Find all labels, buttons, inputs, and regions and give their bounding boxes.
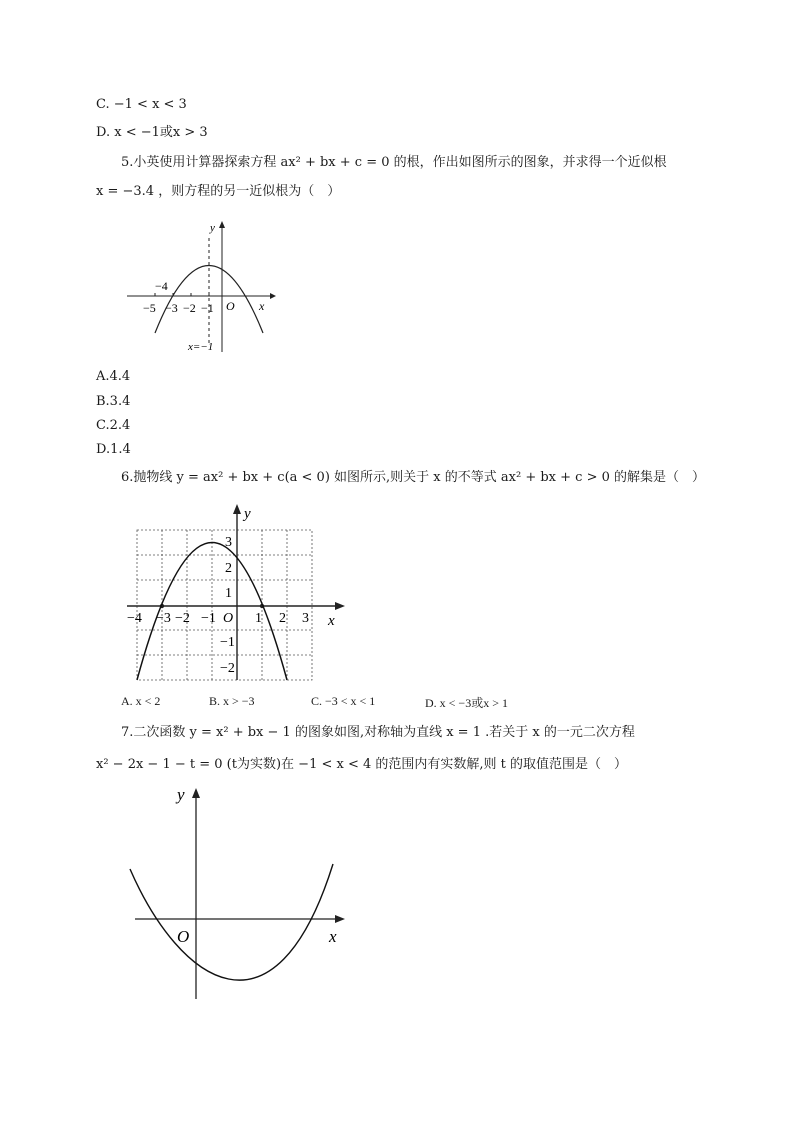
q5-tick-label: −3 [165,301,178,315]
q6-grid-parabola-figure [125,502,355,682]
q5-tick-label: −2 [183,301,196,315]
q6-x-tick-label: −4 [127,611,142,626]
q6-y-label: y [244,506,251,522]
q5-option-d: D.1.4 [96,442,131,457]
q5-tick-label: −1 [201,301,214,315]
q5-option-b: B.3.4 [96,394,131,409]
q6-origin-label: O [223,611,234,626]
q6-y-tick-label: 1 [225,586,232,601]
q5-y-label: y [210,222,215,234]
q6-x-tick-label: 3 [302,611,309,626]
q4-option-d: D. x < −1或x > 3 [96,125,208,140]
q5-tick-label: −5 [143,301,156,315]
q6-x-tick-label: 1 [255,611,262,626]
q4-option-c: C. −1 < x < 3 [96,97,187,112]
q6-x-tick-label: −3 [156,611,171,626]
q6-option-a: A. x < 2 [121,694,161,708]
q5-annotation-minus4: −4 [155,279,168,293]
q6-y-tick-label: −1 [220,635,235,650]
q6-y-tick-label: −2 [220,661,235,676]
q5-option-a: A.4.4 [96,369,131,384]
q6-option-c: C. −3 < x < 1 [311,694,376,708]
q7-stem-line1: 7.二次函数 y = x² + bx − 1 的图象如图,对称轴为直线 x = 1 .若关于 x 的一元二次方程 [121,725,635,740]
q6-x-label: x [328,613,335,629]
q6-x-tick-label: −1 [201,611,216,626]
q6-x-tick-label: −2 [175,611,190,626]
q7-x-label: x [329,927,337,946]
q6-option-b: B. x > −3 [209,694,255,708]
q5-stem-line1: 5.小英使用计算器探索方程 ax² + bx + c = 0 的根，作出如图所示的图象，并求得一个近似根 [121,155,667,170]
q7-y-label: y [177,785,185,804]
q6-y-tick-label: 2 [225,561,232,576]
q5-axis-of-symmetry-label: x=−1 [188,341,214,353]
q6-stem: 6.抛物线 y = ax² + bx + c(a < 0) 如图所示,则关于 x 的不等式 ax² + bx + c > 0 的解集是（ ） [121,470,705,485]
q6-x-tick-label: 2 [279,611,286,626]
q5-parabola-figure [125,218,285,358]
q7-parabola-figure [125,784,365,1004]
q5-x-label: x [259,299,265,313]
q5-stem-line2: x = −3.4 ，则方程的另一近似根为（ ） [96,184,341,199]
q5-option-c: C.2.4 [96,418,131,433]
q7-origin-label: O [177,927,190,946]
q6-option-d: D. x < −3或x > 1 [425,696,508,710]
q6-y-tick-label: 3 [225,535,232,550]
q7-stem-line2: x² − 2x − 1 − t = 0 (t为实数)在 −1 < x < 4 的范围内有实数解,则 t 的取值范围是（ ） [96,757,628,772]
q5-origin-label: O [226,299,235,313]
